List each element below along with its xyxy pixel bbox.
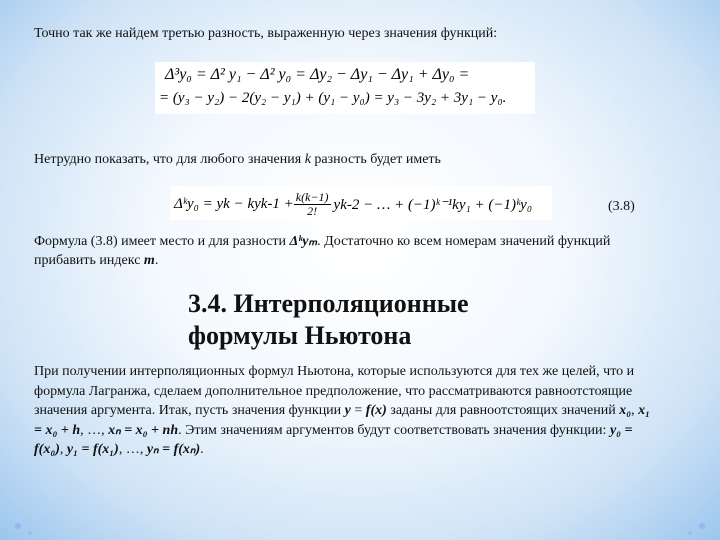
newton-intro-paragraph	[34, 362, 656, 460]
p4-text-4: , …,	[80, 422, 109, 438]
formula-1-line-1: Δ³y₀ = Δ² y₁ − Δ² y₀ = Δy₂ − Δy₁ − Δy₁ + Δy₀ =	[165, 66, 470, 83]
note-part-1: Формула (3.8) имеет место и для разности	[34, 234, 287, 249]
equation-number: (3.8)	[608, 199, 635, 214]
para2-start: Нетрудно показать, что для любого значения	[34, 152, 302, 167]
p4-text-6: ,	[59, 442, 67, 457]
formula-kth-difference	[170, 186, 552, 220]
p4-text-5: . Этим значениям аргументов будут соответствовать значения функции:	[178, 422, 610, 438]
p4-y: y	[344, 403, 351, 418]
fraction-numerator: k(k−1)	[295, 190, 329, 204]
note-part-2: . Достаточно ко всем номерам значений функций прибавить индекс	[34, 234, 611, 268]
note-index-m: m	[143, 253, 155, 268]
formula-2-fraction	[294, 191, 331, 218]
formula-note-text	[34, 232, 654, 270]
formula-1-line-2: = (y₃ − y₂) − 2(y₂ − y₁) + (y₁ − y₀) = y₃ − 3y₂ + 3y₁ − y₀.	[159, 90, 507, 106]
p4-xn: xₙ = x₀ + nh	[108, 422, 179, 438]
formula-third-difference	[155, 62, 535, 114]
formula-2	[174, 191, 532, 218]
p4-x1: x₁ = x₀ + h	[34, 403, 651, 438]
formula-2-left: Δᵏy₀ = yk − kyk-1 +	[174, 196, 294, 212]
fraction-denominator: 2!	[307, 204, 318, 218]
section-heading	[188, 288, 608, 352]
corner-decoration	[0, 500, 720, 540]
p4-text-8: .	[200, 442, 204, 457]
p4-text-7: , …,	[118, 442, 147, 457]
formula-2-right: yk-2 − … + (−1)ᵏ⁻¹ky₁ + (−1)ᵏy₀	[333, 197, 533, 213]
p4-y1: y₁ = f(x₁)	[66, 442, 119, 457]
p4-y0: y₀ = f(x₀)	[34, 422, 633, 457]
note-period: .	[154, 253, 159, 268]
p4-yn: yₙ = f(xₙ)	[146, 442, 201, 457]
general-difference-text	[34, 150, 634, 169]
p4-equals: =	[350, 403, 366, 418]
p4-fx: f(x)	[365, 403, 387, 418]
p4-text-3: ,	[631, 403, 639, 418]
intro-text: Точно так же найдем третью разность, выраженную через значения функций:	[34, 26, 498, 41]
heading-line-1: 3.4. Интерполяционные	[188, 289, 469, 318]
note-difference-symbol: Δᵏyₘ	[289, 234, 318, 249]
k-variable: k	[304, 152, 311, 167]
heading-line-2: формулы Ньютона	[188, 321, 412, 350]
p4-x0: x₀	[619, 403, 632, 418]
p4-text-1: При получении интерполяционных формул Ньютона, которые используются для тех же целей, что и формула Лагранжа, сделаем дополнительное предположение, что рассматриваются равноотстоящие значения аргумента. Итак, пусть значения функции	[34, 364, 635, 418]
p4-text-2: заданы для равноотстоящих значений	[386, 403, 620, 418]
para2-end: разность будет иметь	[314, 152, 441, 167]
